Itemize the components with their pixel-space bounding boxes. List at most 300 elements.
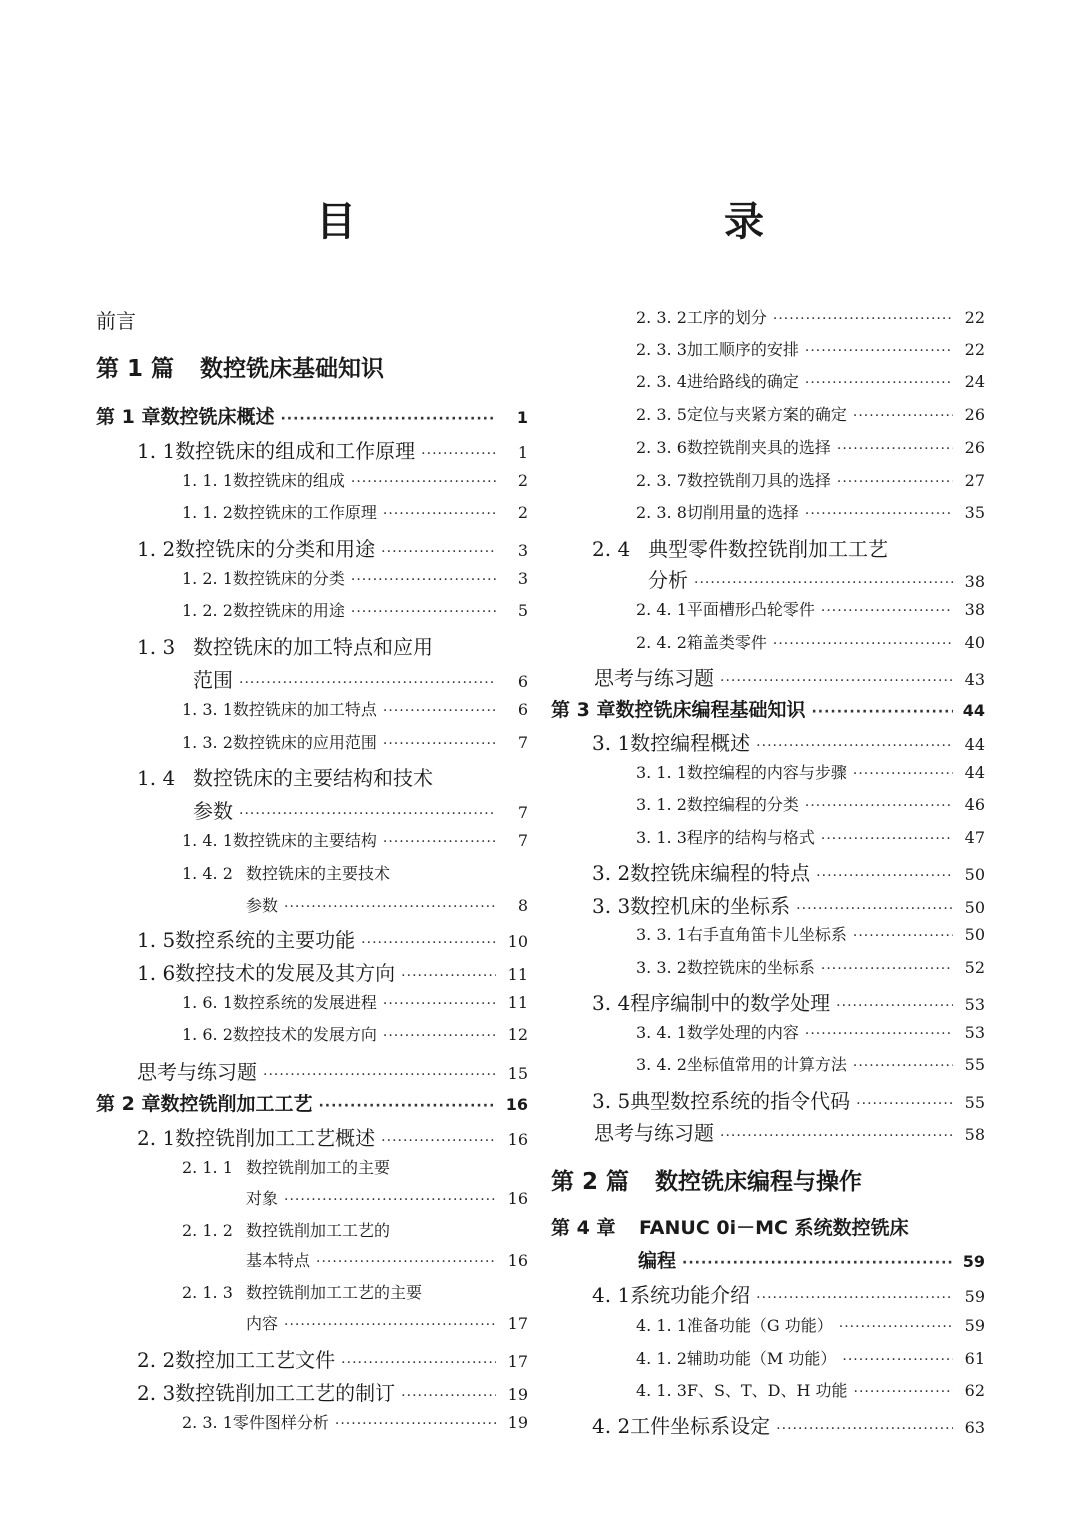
- toc-page-number: 26: [964, 405, 985, 424]
- toc-entry: [182, 598, 528, 621]
- toc-leader-dots: [383, 703, 496, 719]
- toc-entry: [137, 924, 528, 953]
- toc-page-number: 46: [964, 795, 985, 814]
- toc-page-number: 43: [964, 670, 985, 689]
- toc-entry-number: 2. 1: [137, 1126, 176, 1150]
- toc-entry: [636, 1346, 985, 1369]
- toc-entry: [592, 727, 985, 756]
- toc-entry-number: 2. 3. 3: [636, 340, 687, 359]
- toc-entry-number: 第 2 章: [96, 1093, 161, 1115]
- toc-entry-number: 3. 1. 2: [636, 795, 687, 814]
- toc-leader-dots: [280, 411, 496, 427]
- toc-entry: [137, 1377, 528, 1406]
- toc-entry-number: 第 3 章: [551, 699, 616, 721]
- toc-entry-number: 1. 4. 2: [182, 864, 233, 883]
- toc-entry: [594, 662, 985, 691]
- toc-page-number: 58: [964, 1125, 985, 1144]
- page-title: 目 录: [316, 199, 860, 245]
- toc-entry-number: 4. 1. 2: [636, 1349, 687, 1368]
- toc-entry: [636, 1020, 985, 1043]
- toc-leader-dots: [383, 834, 496, 850]
- toc-entry-title: 数控铣床的用途: [232, 601, 345, 620]
- toc-entry-title: 程序的结构与格式: [686, 828, 815, 847]
- toc-entry: [246, 1311, 528, 1334]
- toc-page-number: 19: [507, 1413, 528, 1432]
- toc-entry-number: 2. 3. 2: [636, 308, 687, 327]
- toc-entry: [193, 795, 528, 824]
- toc-leader-dots: [401, 1388, 496, 1404]
- toc-page-number: 7: [517, 803, 528, 822]
- toc-entry: [96, 402, 528, 429]
- toc-entry-title: 数控铣床的加工特点和应用: [193, 635, 433, 659]
- toc-entry: [636, 1052, 985, 1075]
- toc-page-number: 16: [507, 1189, 528, 1208]
- toc-page-number: 22: [964, 340, 985, 359]
- toc-leader-dots: [361, 935, 496, 951]
- toc-entry: [594, 1117, 985, 1146]
- toc-entry: [636, 792, 985, 815]
- toc-entry-number: 1. 4. 1: [182, 831, 233, 850]
- toc-leader-dots: [796, 901, 953, 917]
- toc-page-number: 53: [964, 995, 985, 1014]
- toc-leader-dots: [421, 446, 496, 462]
- toc-entry-number: 2. 1. 2: [182, 1221, 233, 1240]
- toc-entry: [193, 664, 528, 693]
- toc-leader-dots: [316, 1254, 496, 1270]
- toc-entry: [182, 1280, 422, 1303]
- toc-leader-dots: [720, 673, 953, 689]
- toc-page-number: 52: [964, 958, 985, 977]
- toc-entry: [636, 402, 985, 425]
- toc-entry: [636, 337, 985, 360]
- toc-entry: [246, 893, 528, 916]
- toc-leader-dots: [773, 636, 953, 652]
- toc-leader-dots: [836, 998, 953, 1014]
- toc-entry-number: 第 1 章: [96, 406, 161, 428]
- toc-entry-title: 数控铣床的主要结构和技术: [193, 766, 433, 790]
- toc-page-number: 17: [507, 1352, 528, 1371]
- toc-leader-dots: [854, 1384, 954, 1400]
- toc-page-number: 59: [964, 1316, 985, 1335]
- toc-entry-number: 2. 3. 6: [636, 438, 687, 457]
- toc-page-number: 44: [964, 735, 985, 754]
- toc-leader-dots: [811, 704, 953, 720]
- toc-entry-number: 1. 2. 2: [182, 601, 233, 620]
- toc-entry-title: 典型零件数控铣削加工工艺: [648, 537, 888, 561]
- toc-entry: [182, 468, 528, 491]
- toc-page-number: 16: [507, 1130, 528, 1149]
- toc-entry-number: 4. 1. 1: [636, 1316, 687, 1335]
- toc-entry-number: 2. 3. 5: [636, 405, 687, 424]
- toc-page-number: 15: [507, 1064, 528, 1083]
- toc-entry-title: 数控铣床编程基础知识: [615, 699, 806, 721]
- toc-page-number: 6: [517, 672, 528, 691]
- toc-leader-dots: [853, 928, 953, 944]
- toc-entry-title: 箱盖类零件: [686, 633, 767, 652]
- toc-entry: [551, 1213, 909, 1240]
- toc-entry-title: 数控编程的分类: [686, 795, 799, 814]
- toc-entry-number: 1. 6. 2: [182, 1025, 233, 1044]
- toc-leader-dots: [335, 1416, 496, 1432]
- toc-entry: [137, 957, 528, 986]
- toc-entry-title: 定位与夹紧方案的确定: [686, 405, 847, 424]
- toc-page-number: 17: [507, 1314, 528, 1333]
- toc-entry: [137, 533, 528, 562]
- toc-entry-title: 数控铣削加工工艺: [160, 1093, 313, 1115]
- toc-entry: [137, 1122, 528, 1151]
- toc-page-number: 24: [964, 372, 985, 391]
- toc-leader-dots: [381, 1133, 496, 1149]
- toc-leader-dots: [318, 1098, 496, 1114]
- toc-entry: [636, 825, 985, 848]
- toc-entry-title: 参数: [193, 799, 233, 823]
- toc-page-number: 19: [507, 1385, 528, 1404]
- toc-page-number: 50: [964, 865, 985, 884]
- toc-entry-title: 程序编制中的数学处理: [630, 991, 831, 1015]
- toc-entry: [592, 1279, 985, 1308]
- toc-entry: [137, 435, 528, 464]
- toc-entry-number: 3. 1. 1: [636, 763, 687, 782]
- toc-entry: [246, 1186, 528, 1209]
- toc-entry-number: 2. 3. 1: [182, 1413, 233, 1432]
- toc-leader-dots: [351, 572, 496, 588]
- toc-leader-dots: [284, 899, 496, 915]
- toc-page-number: 26: [964, 438, 985, 457]
- toc-leader-dots: [839, 1319, 953, 1335]
- toc-entry-title: 切削用量的选择: [686, 503, 799, 522]
- toc-entry: [182, 566, 528, 589]
- toc-page-number: 10: [507, 932, 528, 951]
- toc-entry-number: 2. 3: [137, 1381, 176, 1405]
- toc-entry-title: 思考与练习题: [594, 666, 714, 690]
- toc-entry-title: 数控铣削加工工艺的主要: [246, 1283, 423, 1302]
- toc-entry-number: 2. 3. 4: [636, 372, 687, 391]
- toc-page-number: 27: [964, 471, 985, 490]
- toc-page-number: 50: [964, 925, 985, 944]
- toc-entry: [636, 369, 985, 392]
- toc-entry-number: 3. 4: [592, 991, 631, 1015]
- toc-entry-title: 数控系统的主要功能: [175, 928, 356, 952]
- toc-page-number: 59: [962, 1252, 985, 1271]
- toc-entry-number: 1. 1: [137, 439, 176, 463]
- toc-entry: [636, 305, 985, 328]
- toc-entry-title: 思考与练习题: [594, 1121, 714, 1145]
- toc-leader-dots: [720, 1128, 953, 1144]
- toc-entry-title: 数控铣床的主要结构: [232, 831, 377, 850]
- toc-entry-title: 右手直角笛卡儿坐标系: [686, 925, 847, 944]
- toc-entry-number: 1. 3. 2: [182, 733, 233, 752]
- toc-entry-title: 坐标值常用的计算方法: [686, 1055, 847, 1074]
- toc-page-number: 5: [517, 601, 528, 620]
- toc-entry-title: 数控铣床的组成和工作原理: [175, 439, 416, 463]
- toc-leader-dots: [821, 831, 953, 847]
- toc-entry-number: 2. 3. 8: [636, 503, 687, 522]
- toc-leader-dots: [805, 375, 953, 391]
- toc-entry-title: 系统功能介绍: [630, 1283, 751, 1307]
- toc-entry-number: 第 2 篇: [551, 1169, 630, 1195]
- toc-leader-dots: [805, 343, 953, 359]
- toc-entry-title: 数控铣削加工工艺概述: [175, 1126, 376, 1150]
- toc-leader-dots: [805, 506, 953, 522]
- toc-page-number: 2: [517, 471, 528, 490]
- toc-entry-title: 典型数控系统的指令代码: [630, 1089, 851, 1113]
- toc-leader-dots: [401, 968, 496, 984]
- toc-entry-number: 2. 4: [592, 537, 631, 561]
- toc-leader-dots: [263, 1067, 496, 1083]
- toc-entry: [636, 1378, 985, 1401]
- toc-entry-number: 1. 5: [137, 928, 176, 952]
- toc-entry: [592, 1085, 985, 1114]
- toc-entry-number: 3. 1. 3: [636, 828, 687, 847]
- toc-entry-title: 思考与练习题: [137, 1060, 257, 1084]
- toc-entry-title: 零件图样分析: [232, 1413, 329, 1432]
- toc-entry-number: 4. 1: [592, 1283, 631, 1307]
- toc-entry: [551, 695, 985, 722]
- toc-page-number: 55: [964, 1093, 985, 1112]
- toc-entry-title: 对象: [246, 1189, 279, 1208]
- toc-leader-dots: [837, 441, 953, 457]
- toc-entry-title: 编程: [638, 1250, 677, 1272]
- toc-leader-dots: [756, 1290, 953, 1306]
- toc-entry: [592, 1410, 985, 1439]
- toc-entry-title: 前言: [96, 309, 136, 333]
- toc-leader-dots: [856, 1096, 953, 1112]
- toc-entry-title: 数控铣削加工工艺的制订: [175, 1381, 396, 1405]
- toc-entry: [648, 564, 985, 593]
- toc-page-number: 1: [517, 443, 528, 462]
- toc-page-number: 44: [962, 701, 985, 720]
- toc-entry-title: 数控铣床的加工特点: [232, 700, 377, 719]
- toc-entry-number: 3. 2: [592, 861, 631, 885]
- toc-page-number: 38: [964, 572, 985, 591]
- toc-entry-number: 2. 1. 1: [182, 1158, 233, 1177]
- toc-page-number: 44: [964, 763, 985, 782]
- toc-entry: [551, 1163, 862, 1196]
- toc-page-number: 38: [964, 600, 985, 619]
- toc-entry: [636, 955, 985, 978]
- toc-entry-title: 基本特点: [246, 1251, 311, 1270]
- toc-entry-title: 数控铣床的坐标系: [686, 958, 815, 977]
- toc-entry-title: 数控铣削夹具的选择: [686, 438, 831, 457]
- toc-page-number: 1: [516, 408, 528, 427]
- toc-leader-dots: [805, 1026, 953, 1042]
- toc-leader-dots: [816, 868, 953, 884]
- toc-entry-title: 数控编程概述: [630, 731, 751, 755]
- toc-leader-dots: [351, 604, 496, 620]
- toc-page-number: 7: [517, 733, 528, 752]
- toc-leader-dots: [239, 675, 496, 691]
- toc-entry-title: 数控铣床的组成: [232, 471, 345, 490]
- toc-entry-number: 2. 2: [137, 1348, 176, 1372]
- toc-page-number: 63: [964, 1418, 985, 1437]
- toc-entry-title: 分析: [648, 568, 688, 592]
- toc-entry-number: 2. 4. 1: [636, 600, 687, 619]
- toc-entry: [182, 730, 528, 753]
- toc-entry-number: 1. 3: [137, 635, 176, 659]
- toc-entry-title: 范围: [193, 668, 233, 692]
- toc-entry-number: 第 4 章: [551, 1217, 616, 1239]
- toc-entry: [246, 1248, 528, 1271]
- toc-entry-number: 第 1 篇: [96, 356, 175, 382]
- toc-entry: [182, 1022, 528, 1045]
- toc-page-number: 16: [507, 1251, 528, 1270]
- toc-entry-title: 准备功能（G 功能）: [686, 1316, 833, 1335]
- toc-entry-number: 1. 2: [137, 537, 176, 561]
- toc-entry: [96, 1089, 528, 1116]
- toc-page-number: 3: [517, 541, 528, 560]
- toc-entry: [636, 435, 985, 458]
- toc-entry-number: 1. 4: [137, 766, 176, 790]
- toc-leader-dots: [853, 766, 953, 782]
- toc-leader-dots: [239, 806, 496, 822]
- toc-page-number: 59: [964, 1287, 985, 1306]
- toc-entry: [636, 1313, 985, 1336]
- toc-leader-dots: [853, 408, 953, 424]
- toc-page-number: 61: [964, 1349, 985, 1368]
- toc-entry-number: 3. 3: [592, 894, 631, 918]
- toc-entry: [592, 987, 985, 1016]
- toc-entry-title: 数控编程的内容与步骤: [686, 763, 847, 782]
- toc-page-number: 11: [507, 965, 528, 984]
- toc-entry-number: 3. 4. 2: [636, 1055, 687, 1074]
- toc-entry-number: 3. 5: [592, 1089, 631, 1113]
- toc-entry: [636, 500, 985, 523]
- toc-page-number: 3: [517, 569, 528, 588]
- toc-entry: [182, 697, 528, 720]
- toc-entry-title: 工件坐标系设定: [630, 1414, 771, 1438]
- toc-entry-number: 1. 1. 2: [182, 503, 233, 522]
- toc-entry: [636, 597, 985, 620]
- toc-page-number: 62: [964, 1381, 985, 1400]
- toc-leader-dots: [682, 1255, 953, 1271]
- toc-entry: [182, 1218, 390, 1241]
- toc-entry-title: 内容: [246, 1314, 279, 1333]
- toc-entry-title: 数控铣床编程的特点: [630, 861, 811, 885]
- toc-leader-dots: [351, 474, 496, 490]
- toc-entry: [137, 1344, 528, 1373]
- toc-entry-number: 3. 3. 2: [636, 958, 687, 977]
- toc-entry: [592, 890, 985, 919]
- toc-entry-title: 数控机床的坐标系: [630, 894, 791, 918]
- toc-entry-title: 数学处理的内容: [686, 1023, 799, 1042]
- toc-entry-title: F、S、T、D、H 功能: [686, 1381, 848, 1400]
- toc-page-number: 40: [964, 633, 985, 652]
- toc-entry-title: 数控技术的发展及其方向: [175, 961, 396, 985]
- toc-page-number: 12: [507, 1025, 528, 1044]
- toc-entry-number: 3. 1: [592, 731, 631, 755]
- toc-entry-number: 4. 1. 3: [636, 1381, 687, 1400]
- toc-page-number: 16: [505, 1095, 528, 1114]
- toc-entry: [182, 500, 528, 523]
- toc-page-number: 50: [964, 898, 985, 917]
- toc-entry-title: 数控铣床基础知识: [200, 356, 385, 382]
- toc-entry-number: 2. 3. 7: [636, 471, 687, 490]
- toc-entry-title: 数控铣床的应用范围: [232, 733, 377, 752]
- toc-entry-title: 数控铣床编程与操作: [655, 1169, 863, 1195]
- toc-leader-dots: [383, 506, 496, 522]
- toc-entry: [182, 1155, 390, 1178]
- toc-leader-dots: [776, 1421, 953, 1437]
- toc-entry-number: 1. 6: [137, 961, 176, 985]
- toc-entry-title: 数控铣床的主要技术: [246, 864, 391, 883]
- toc-leader-dots: [381, 544, 496, 560]
- toc-leader-dots: [341, 1355, 496, 1371]
- toc-leader-dots: [694, 575, 953, 591]
- toc-page-number: 7: [517, 831, 528, 850]
- toc-page-number: 6: [517, 700, 528, 719]
- toc-entry: [182, 861, 390, 884]
- toc-entry-title: 数控铣床概述: [160, 406, 275, 428]
- toc-entry: [96, 305, 136, 334]
- toc-leader-dots: [805, 798, 953, 814]
- toc-entry: [182, 828, 528, 851]
- toc-entry-number: 1. 3. 1: [182, 700, 233, 719]
- toc-entry: [137, 762, 433, 791]
- toc-leader-dots: [821, 961, 953, 977]
- toc-leader-dots: [837, 474, 953, 490]
- toc-entry: [638, 1246, 985, 1273]
- toc-entry-title: 数控铣床的分类和用途: [175, 537, 376, 561]
- toc-page-number: 47: [964, 828, 985, 847]
- toc-page-number: 8: [517, 896, 528, 915]
- toc-entry-title: 辅助功能（M 功能）: [686, 1349, 837, 1368]
- toc-entry: [636, 468, 985, 491]
- toc-leader-dots: [842, 1352, 953, 1368]
- toc-entry: [182, 990, 528, 1013]
- toc-entry-title: 数控系统的发展进程: [232, 993, 377, 1012]
- toc-entry: [636, 760, 985, 783]
- toc-entry-title: FANUC 0i－MC 系统数控铣床: [639, 1217, 909, 1239]
- toc-entry-title: 工序的划分: [686, 308, 767, 327]
- toc-leader-dots: [284, 1317, 496, 1333]
- toc-leader-dots: [853, 1058, 953, 1074]
- toc-page-number: 11: [507, 993, 528, 1012]
- toc-entry-title: 数控技术的发展方向: [232, 1025, 377, 1044]
- toc-entry-number: 3. 4. 1: [636, 1023, 687, 1042]
- toc-entry: [636, 922, 985, 945]
- toc-leader-dots: [756, 738, 953, 754]
- toc-entry-number: 1. 1. 1: [182, 471, 233, 490]
- toc-page-number: 2: [517, 503, 528, 522]
- toc-entry-title: 数控铣削加工的主要: [246, 1158, 391, 1177]
- toc-entry-title: 平面槽形凸轮零件: [686, 600, 815, 619]
- toc-entry-title: 参数: [246, 896, 279, 915]
- toc-leader-dots: [383, 996, 496, 1012]
- toc-page-number: 22: [964, 308, 985, 327]
- toc-page-number: 35: [964, 503, 985, 522]
- toc-entry: [96, 350, 384, 383]
- toc-entry: [137, 631, 433, 660]
- toc-entry-number: 3. 3. 1: [636, 925, 687, 944]
- toc-entry: [137, 1056, 528, 1085]
- toc-leader-dots: [284, 1192, 496, 1208]
- toc-page-number: 55: [964, 1055, 985, 1074]
- toc-entry: [636, 630, 985, 653]
- toc-leader-dots: [773, 311, 953, 327]
- toc-entry-title: 加工顺序的安排: [686, 340, 799, 359]
- toc-entry-title: 数控铣削加工工艺的: [246, 1221, 391, 1240]
- toc-entry-number: 2. 4. 2: [636, 633, 687, 652]
- toc-entry-number: 1. 6. 1: [182, 993, 233, 1012]
- toc-entry-title: 数控铣床的分类: [232, 569, 345, 588]
- toc-page-number: 53: [964, 1023, 985, 1042]
- toc-entry-title: 数控铣削刀具的选择: [686, 471, 831, 490]
- toc-entry-title: 数控加工工艺文件: [175, 1348, 336, 1372]
- toc-entry-number: 2. 1. 3: [182, 1283, 233, 1302]
- toc-entry-title: 进给路线的确定: [686, 372, 799, 391]
- toc-leader-dots: [383, 1028, 496, 1044]
- toc-leader-dots: [383, 736, 496, 752]
